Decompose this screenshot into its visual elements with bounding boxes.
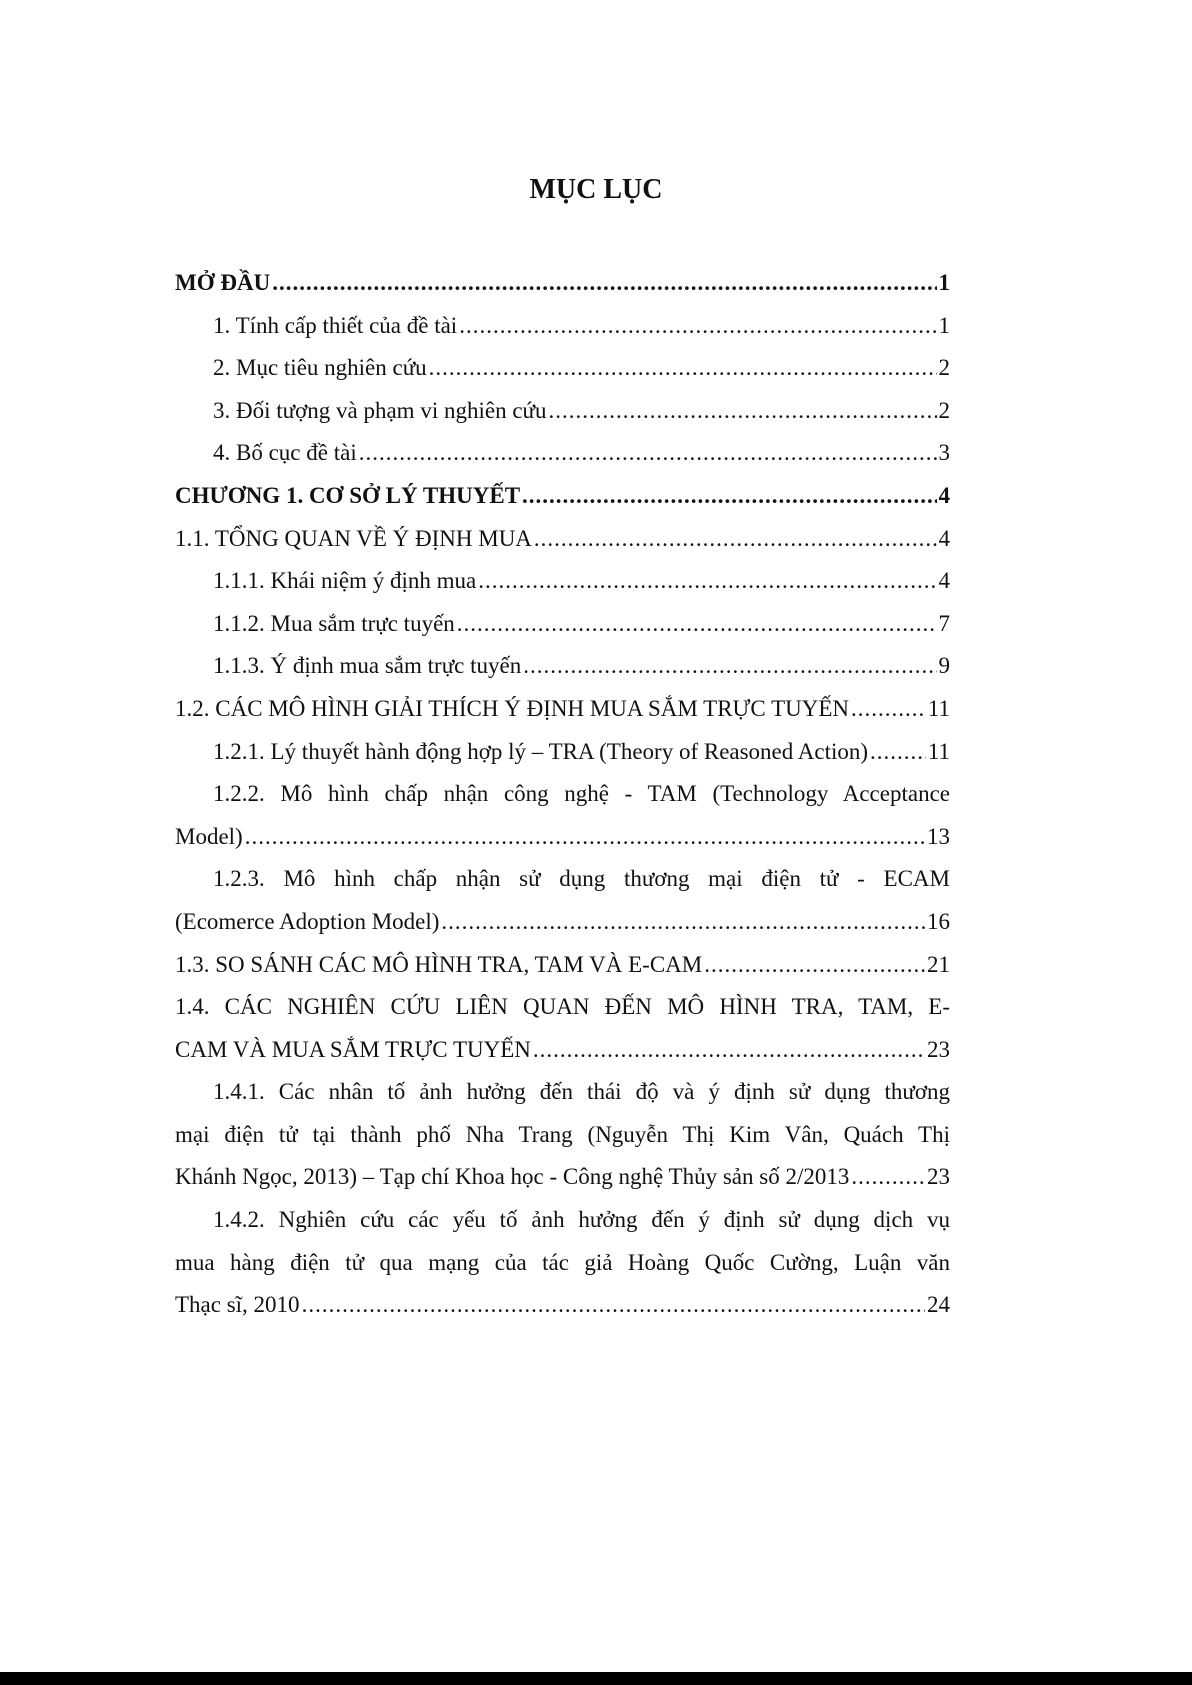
toc-entry-line [175, 688, 950, 731]
toc-leader-dots [441, 901, 925, 944]
toc-page-number: 11 [927, 738, 950, 764]
toc-entry-line [175, 901, 950, 944]
toc-entry-label: 1.4.1. Các nhân tố ảnh hưởng đến thái độ và ý định sử dụng thương [213, 1079, 950, 1105]
toc-page-number: 24 [927, 1292, 950, 1318]
toc-entry-line [175, 603, 950, 646]
toc-entry-label: 1.1.2. Mua sắm trực tuyến [213, 610, 455, 636]
toc-leader-dots [272, 262, 936, 305]
toc-entry[interactable] [175, 688, 950, 731]
toc-entry-label: 1. Tính cấp thiết của đề tài [213, 312, 458, 338]
toc-page-number: 3 [938, 440, 950, 466]
toc-leader-dots [549, 390, 937, 433]
toc-entry[interactable] [175, 1071, 950, 1199]
toc-page-number: 16 [927, 908, 950, 934]
toc-entry[interactable] [175, 986, 950, 1071]
toc-entry[interactable] [175, 731, 950, 774]
toc-entry-line [175, 858, 950, 901]
toc-leader-dots [245, 816, 925, 859]
toc-entry-line [175, 986, 950, 1029]
toc-leader-dots [359, 432, 937, 475]
toc-entry-label: 1.2.1. Lý thuyết hành động hợp lý – TRA (Theory of Reasoned Action) [213, 738, 869, 764]
toc-page-number: 4 [938, 568, 950, 594]
toc-entry-label: Khánh Ngọc, 2013) – Tạp chí Khoa học - Công nghệ Thủy sản số 2/2013 [175, 1164, 850, 1190]
toc-leader-dots [870, 731, 926, 774]
page-bottom-edge [0, 1672, 1192, 1685]
toc-leader-dots [522, 475, 936, 518]
toc-leader-dots [851, 1156, 925, 1199]
toc-entry-label: CHƯƠNG 1. CƠ SỞ LÝ THUYẾT [175, 482, 521, 508]
toc-entry-label: 1.4.2. Nghiên cứu các yếu tố ảnh hưởng đến ý định sử dụng dịch vụ [213, 1207, 950, 1233]
toc-entry-label: 3. Đối tượng và phạm vi nghiên cứu [213, 397, 547, 423]
toc-entry-label: 2. Mục tiêu nghiên cứu [213, 355, 427, 381]
toc-entry[interactable] [175, 305, 950, 348]
toc-entry-line [175, 731, 950, 774]
toc-leader-dots [459, 305, 936, 348]
toc-entry-line [175, 645, 950, 688]
toc-entry-line [175, 773, 950, 816]
toc-entry-line [175, 347, 950, 390]
toc-entry-line [175, 1071, 950, 1114]
toc-leader-dots [302, 1284, 925, 1327]
toc-entry-label: 1.3. SO SÁNH CÁC MÔ HÌNH TRA, TAM VÀ E-CAM [175, 951, 703, 977]
toc-entry[interactable] [175, 1199, 950, 1327]
toc-page-number: 1 [938, 312, 950, 338]
toc-entry-label: 1.1.3. Ý định mua sắm trực tuyến [213, 653, 522, 679]
toc-entry-line [175, 390, 950, 433]
toc-entry-label: MỞ ĐẦU [175, 270, 271, 295]
toc-page-number: 2 [938, 355, 950, 381]
toc-leader-dots [523, 645, 936, 688]
toc-entry-label: mại điện tử tại thành phố Nha Trang (Nguyễn Thị Kim Vân, Quách Thị [175, 1121, 950, 1147]
toc-entry-label: 1.2.3. Mô hình chấp nhận sử dụng thương mại điện tử - ECAM [213, 866, 950, 892]
toc-leader-dots [534, 518, 937, 561]
toc-entry-line [175, 432, 950, 475]
toc-page-number: 21 [927, 951, 950, 977]
toc-leader-dots [478, 560, 936, 603]
toc-leader-dots [457, 603, 937, 646]
toc-page-number: 4 [938, 482, 950, 508]
toc-entry[interactable] [175, 560, 950, 603]
toc-entry[interactable] [175, 645, 950, 688]
toc-page-number: 4 [938, 525, 950, 551]
toc-entry-label: 1.1.1. Khái niệm ý định mua [213, 568, 477, 594]
toc-page-number: 13 [927, 823, 950, 849]
toc-page-number: 2 [938, 397, 950, 423]
toc-entry-line [175, 1284, 950, 1327]
toc-page-number: 7 [938, 610, 950, 636]
toc-entry-label: 1.1. TỔNG QUAN VỀ Ý ĐỊNH MUA [175, 525, 532, 551]
toc-entry-line [175, 475, 950, 518]
toc-entry-label: 1.2. CÁC MÔ HÌNH GIẢI THÍCH Ý ĐỊNH MUA SẮM TRỰC TUYẾN [175, 695, 850, 721]
toc-entry-label: 1.4. CÁC NGHIÊN CỨU LIÊN QUAN ĐẾN MÔ HÌNH TRA, TAM, E- [175, 994, 950, 1020]
toc-page-number: 9 [938, 653, 950, 679]
toc-entry-line [175, 518, 950, 561]
toc-entry[interactable] [175, 347, 950, 390]
toc-page-number: 23 [927, 1036, 950, 1062]
toc-entry-line [175, 1029, 950, 1072]
toc-entry-label: mua hàng điện tử qua mạng của tác giả Hoàng Quốc Cường, Luận văn [175, 1249, 950, 1275]
toc-entry-line [175, 262, 950, 305]
toc-entry[interactable] [175, 603, 950, 646]
toc-entry-line [175, 560, 950, 603]
toc-page-number: 11 [927, 695, 950, 721]
toc-page-number: 1 [938, 270, 950, 295]
toc-entry-label: 1.2.2. Mô hình chấp nhận công nghệ - TAM (Technology Acceptance [213, 781, 950, 807]
toc-entry-line [175, 1156, 950, 1199]
toc-entry-label: Thạc sĩ, 2010 [175, 1292, 300, 1318]
toc-leader-dots [704, 944, 925, 987]
toc-title: MỤC LỤC [529, 174, 663, 205]
toc-entry[interactable] [175, 432, 950, 475]
toc-page-number: 23 [927, 1164, 950, 1190]
toc-entry-line [175, 1242, 950, 1285]
toc-entry-line [175, 816, 950, 859]
toc-entry-label: (Ecomerce Adoption Model) [175, 908, 440, 934]
toc-entry-label: Model) [175, 823, 243, 849]
toc-entry[interactable] [175, 518, 950, 561]
toc-entry-line [175, 1114, 950, 1157]
toc-entry[interactable] [175, 390, 950, 433]
toc-leader-dots [429, 347, 937, 390]
toc-entry[interactable] [175, 944, 950, 987]
toc-leader-dots [851, 688, 926, 731]
toc-entry-line [175, 944, 950, 987]
toc-entry[interactable] [175, 262, 950, 305]
toc-leader-dots [533, 1029, 925, 1072]
toc-entry[interactable] [175, 773, 950, 858]
toc-entry-label: CAM VÀ MUA SẮM TRỰC TUYẾN [175, 1036, 531, 1062]
toc-entry-label: 4. Bố cục đề tài [213, 440, 357, 466]
toc-entry-line [175, 305, 950, 348]
toc-entry-line [175, 1199, 950, 1242]
toc-entry[interactable] [175, 475, 950, 518]
table-of-contents [175, 262, 950, 1327]
toc-entry[interactable] [175, 858, 950, 943]
